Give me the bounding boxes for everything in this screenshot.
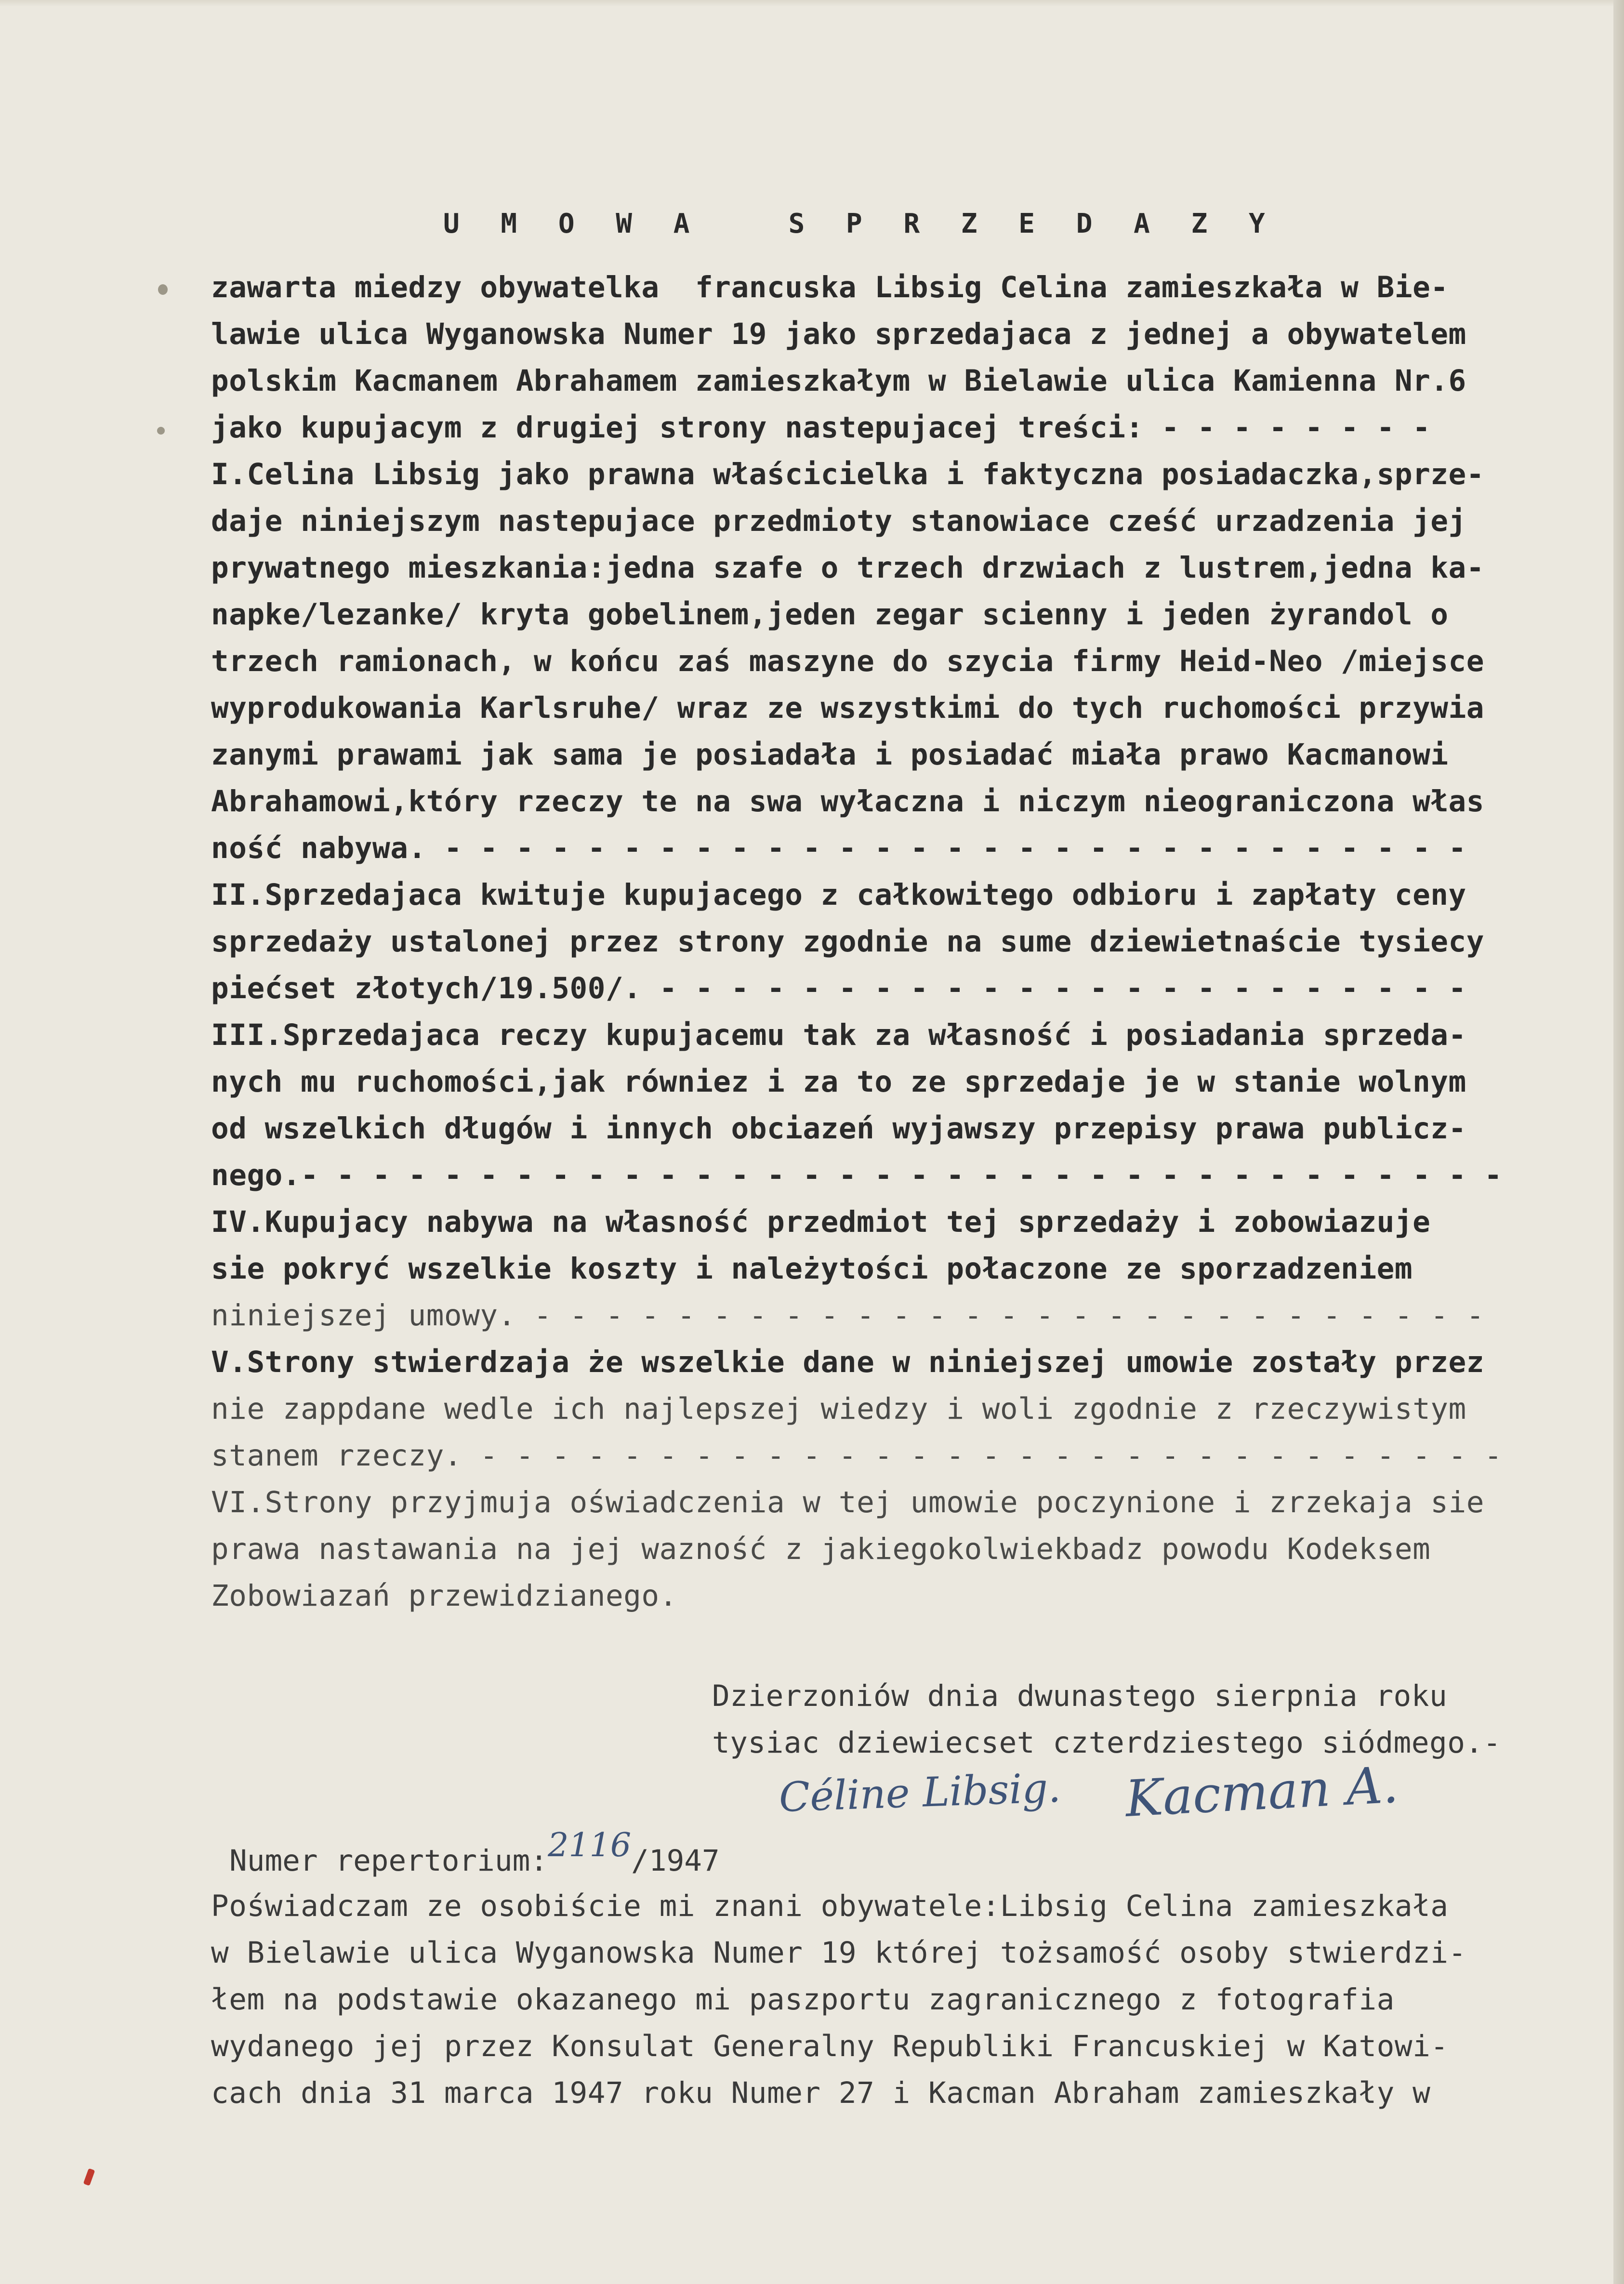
- punch-hole: [158, 284, 168, 295]
- certification-line: łem na podstawie okazanego mi paszportu zagranicznego z fotografia: [211, 1982, 1395, 2017]
- body-line: III.Sprzedajaca reczy kupujacemu tak za własność i posiadania sprzeda-: [211, 1018, 1466, 1052]
- body-line: prawa nastawania na jej wazność z jakiegokolwiekbadz powodu Kodeksem: [211, 1532, 1431, 1566]
- contract-body: [211, 264, 1579, 1619]
- body-line: jako kupujacym z drugiej strony nastepujacej treści: - - - - - - - -: [211, 410, 1431, 445]
- body-line: wyprodukowania Karlsruhe/ wraz ze wszystkimi do tych ruchomości przywia: [211, 691, 1484, 725]
- body-line: stanem rzeczy. - - - - - - - - - - - - - - - - - - - - - - - - - - - - -: [211, 1439, 1503, 1473]
- certification-line: Poświadczam ze osobiście mi znani obywatele:Libsig Celina zamieszkała: [211, 1889, 1449, 1923]
- body-line: niniejszej umowy. - - - - - - - - - - - - - - - - - - - - - - - - - - -: [211, 1298, 1484, 1333]
- body-line: nych mu ruchomości,jak równiez i za to ze sprzedaje je w stanie wolnym: [211, 1065, 1466, 1099]
- body-line: V.Strony stwierdzaja że wszelkie dane w niniejszej umowie zostały przez: [211, 1345, 1484, 1379]
- paper-right-edge: [1613, 0, 1624, 2284]
- repertorium-year: /1947: [631, 1844, 720, 1878]
- body-line: IV.Kupujacy nabywa na własność przedmiot tej sprzedaży i zobowiazuje: [211, 1205, 1431, 1239]
- certification-line: w Bielawie ulica Wyganowska Numer 19 której tożsamość osoby stwierdzi-: [211, 1936, 1466, 1970]
- red-ink-mark: [83, 2168, 95, 2186]
- place-and-date: [712, 1673, 1501, 1766]
- body-line: Zobowiazań przewidzianego.: [211, 1579, 677, 1613]
- punch-hole: [157, 427, 165, 435]
- signatures: [770, 1758, 1512, 1845]
- body-line: I.Celina Libsig jako prawna właścicielka i faktyczna posiadaczka,sprze-: [211, 457, 1484, 491]
- body-line: lawie ulica Wyganowska Numer 19 jako sprzedajaca z jednej a obywatelem: [211, 317, 1466, 351]
- body-line: od wszelkich długów i innych obciazeń wyjawszy przepisy prawa publicz-: [211, 1111, 1466, 1146]
- repertorium-label: Numer repertorium:: [229, 1844, 548, 1878]
- handwritten-signatures: [770, 1758, 1512, 1845]
- repertorium-handwritten-number: 2116: [548, 1826, 632, 1864]
- certification-line: cach dnia 31 marca 1947 roku Numer 27 i Kacman Abraham zamieszkały w: [211, 2076, 1431, 2110]
- body-line: daje niniejszym nastepujace przedmioty stanowiace cześć urzadzenia jej: [211, 504, 1466, 538]
- body-line: trzech ramionach, w końcu zaś maszyne do szycia firmy Heid-Neo /miejsce: [211, 644, 1484, 678]
- body-line: sprzedaży ustalonej przez strony zgodnie na sume dziewietnaście tysiecy: [211, 924, 1484, 959]
- signature-kacman: Kacman A.: [1123, 1758, 1400, 1828]
- signature-celine-libsig: Céline Libsig.: [778, 1764, 1062, 1821]
- body-line: prywatnego mieszkania:jedna szafe o trzech drzwiach z lustrem,jedna ka-: [211, 551, 1484, 585]
- body-line: zanymi prawami jak sama je posiadała i posiadać miała prawo Kacmanowi: [211, 738, 1449, 772]
- body-line: napke/lezanke/ kryta gobelinem,jeden zegar scienny i jeden żyrandol o: [211, 597, 1449, 632]
- paper-top-edge: [0, 0, 1624, 7]
- certification-line: wydanego jej przez Konsulat Generalny Republiki Francuskiej w Katowi-: [211, 2029, 1449, 2063]
- place-date-line: tysiac dziewiecset czterdziestego siódmego.-: [712, 1726, 1501, 1760]
- document-title: U M O W A S P R Z E D A Z Y: [443, 208, 1278, 239]
- body-line: zawarta miedzy obywatelka francuska Libsig Celina zamieszkała w Bie-: [211, 270, 1449, 304]
- body-line: Abrahamowi,który rzeczy te na swa wyłaczna i niczym nieograniczona włas: [211, 784, 1484, 819]
- place-date-line: Dzierzoniów dnia dwunastego sierpnia roku: [712, 1679, 1448, 1713]
- notarial-certification: [211, 1883, 1579, 2116]
- body-line: piećset złotych/19.500/. - - - - - - - - - - - - - - - - - - - - - - -: [211, 971, 1466, 1005]
- body-line: II.Sprzedajaca kwituje kupujacego z całkowitego odbioru i zapłaty ceny: [211, 878, 1466, 912]
- body-line: polskim Kacmanem Abrahamem zamieszkałym w Bielawie ulica Kamienna Nr.6: [211, 364, 1466, 398]
- body-line: VI.Strony przyjmuja oświadczenia w tej umowie poczynione i zrzekaja sie: [211, 1485, 1484, 1519]
- body-line: sie pokryć wszelkie koszty i należytości połaczone ze sporzadzeniem: [211, 1252, 1413, 1286]
- body-line: ność nabywa. - - - - - - - - - - - - - - - - - - - - - - - - - - - - -: [211, 831, 1466, 865]
- repertorium-number: [229, 1826, 720, 1884]
- body-line: nie zappdane wedle ich najlepszej wiedzy i woli zgodnie z rzeczywistym: [211, 1392, 1466, 1426]
- body-line: nego.- - - - - - - - - - - - - - - - - - - - - - - - - - - - - - - - - -: [211, 1158, 1503, 1192]
